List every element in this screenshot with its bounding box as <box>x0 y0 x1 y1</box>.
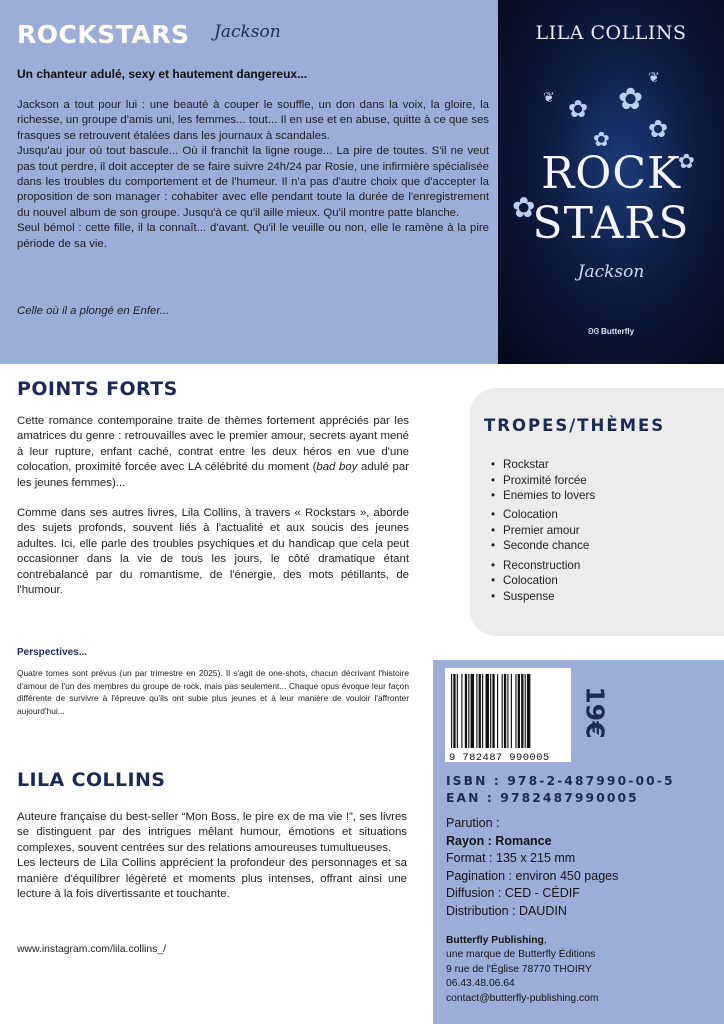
author-paragraph: Auteure française du best-seller “Mon Boss, le pire ex de ma vie !”, ses livres se distinguent par des intrigues mêlant humour, émotions et situations complexes, souvent centrées sur des relations amoureuses tumultueuses. <box>17 811 407 854</box>
publisher-name: Butterfly Publishing <box>446 935 544 946</box>
list-item: • Colocation <box>503 573 595 589</box>
publisher-contact: Butterfly Publishing, une marque de Butterfly Éditions 9 rue de l'Église 78770 THOIRY 06.43.48.06.64 contact@butterfly-publishing.com <box>446 934 598 1006</box>
list-item: • Rockstar <box>503 457 595 473</box>
isbn: ISBN : 978-2-487990-00-5 <box>446 774 675 788</box>
cover-title-line: ROCK <box>541 148 681 199</box>
barcode-bar <box>461 674 462 748</box>
list-item: • Reconstruction <box>503 558 595 574</box>
isbn-block <box>446 773 675 807</box>
tropes-card <box>470 388 724 636</box>
spec-distribution: Distribution : DAUDIN <box>446 903 567 918</box>
instagram-link[interactable]: www.instagram.com/lila.collins_/ <box>17 944 166 955</box>
points-forts-paragraph: Cette romance contemporaine traite de thèmes fortement appréciés par les amatrices du genre : retrouvailles avec le premier amour, secrets ayant mené à leur rupture, enfant caché, contrat entre les deux héros en vue d'une colocation, proximité forcée avec LA célébrité du moment (bad boy adulé par les jeunes femmes)... <box>17 415 409 489</box>
spec-rayon: Rayon : Romance <box>446 833 552 848</box>
barcode-bar <box>482 674 483 748</box>
summary-paragraph: Seul bémol : cette fille, il la connaît... d'avant. Qu'il le veuille ou non, elle le ramène à la pire période de sa vie. <box>17 222 489 250</box>
barcode-bar <box>525 674 526 748</box>
author-paragraph: Les lecteurs de Lila Collins apprécient la profondeur des personnages et sa manière d'équilibrer légèreté et moments plus intenses, offrant ainsi une lecture à la fois divertissante et touchante. <box>17 857 407 901</box>
book-specs <box>446 815 618 921</box>
flower-icon: ✿ <box>512 192 536 223</box>
barcode-bars <box>445 668 571 762</box>
spec-parution: Parution : <box>446 816 500 830</box>
barcode-bar <box>465 674 467 748</box>
section-title-points-forts: POINTS FORTS <box>17 378 178 400</box>
spec-format: Format : 135 x 215 mm <box>446 851 576 866</box>
summary-paragraph: Jackson a tout pour lui : une beauté à couper le souffle, un don dans la voix, la gloire, la richesse, un groupe d'amis uni, les femmes... tout... Il en use et en abuse, quitte à ce que ses frasques se retrouvent étalées dans les journaux à scandales. <box>17 99 489 142</box>
price: 19€ <box>580 686 610 739</box>
butterfly-icon: ʚɞ <box>587 325 600 337</box>
barcode-bar <box>492 674 494 748</box>
cover-subtitle: Jackson <box>577 262 645 282</box>
list-item: • Seconde chance <box>503 538 595 554</box>
tropes-title: TROPES/THÈMES <box>484 416 666 435</box>
barcode-bar <box>486 674 489 748</box>
book-title: ROCKSTARS <box>17 20 190 49</box>
barcode-bar <box>511 674 512 748</box>
barcode-bar <box>468 674 469 748</box>
summary <box>17 98 489 252</box>
spec-diffusion: Diffusion : CED - CÉDIF <box>446 886 580 901</box>
publisher-address: 9 rue de l'Église 78770 THOIRY <box>446 963 592 975</box>
tropes-list <box>503 457 595 604</box>
barcode-bar <box>497 674 498 748</box>
publisher-line: une marque de Butterfly Éditions <box>446 949 596 961</box>
cover-author: LILA COLLINS <box>535 22 687 44</box>
flower-icon: ✿ <box>678 151 695 173</box>
list-item: • Enemies to lovers <box>503 488 595 504</box>
barcode <box>445 668 571 762</box>
barcode-bar <box>518 674 520 748</box>
points-forts-text <box>17 414 409 598</box>
points-forts-paragraph: Comme dans ses autres livres, Lila Collins, à travers « Rockstars », aborde des sujets profonds, souvent liés à l'actualité et aux soucis des jeunes adultes. Ici, elle parle des troubles psychiques et du handicap que cela peut occasionner dans la vie de tous les jours, le côté dramatique étant contrebalancé par du romantisme, de l'énergie, des mots pétillants, de l'humour. <box>17 507 409 597</box>
barcode-digits: 9 782487 990005 <box>449 752 550 764</box>
cover-publisher-logo: ʚɞ Butterfly <box>587 325 635 337</box>
spec-pagination: Pagination : environ 450 pages <box>446 868 619 883</box>
list-item: • Colocation <box>503 507 595 523</box>
barcode-bar <box>515 674 516 748</box>
section-title-author: LILA COLLINS <box>17 769 166 791</box>
flower-icon: ✿ <box>648 116 669 143</box>
list-item: • Suspense <box>503 589 595 605</box>
list-item: • Premier amour <box>503 523 595 539</box>
petal-icon: ❦ <box>543 89 555 105</box>
barcode-bar <box>479 674 481 748</box>
perspectives-text: Quatre tomes sont prévus (un par trimestre en 2025). Il s'agit de one-shots, chacun décrivant l'histoire d'amour de l'un des membres du groupe de rock, mais pas seulement... Chaque opus évoque leur façon différente de survivre à l'épreuve qu'ils ont subie plus jeunes et à leur manière de vouloir l'affronter aujourd'hui... <box>17 668 409 716</box>
cover-title-line: STARS <box>532 198 690 249</box>
barcode-bar <box>504 674 506 748</box>
barcode-bar <box>453 674 455 748</box>
closing-line: Celle où il a plongé en Enfer... <box>17 305 170 317</box>
tagline: Un chanteur adulé, sexy et hautement dangereux... <box>17 67 308 81</box>
publisher-email[interactable]: contact@butterfly-publishing.com <box>446 992 599 1004</box>
summary-paragraph: Jusqu'au jour où tout bascule... Où il franchit la ligne rouge... La pire de toutes. S'il ne veut pas tout perdre, il doit accepter de se faire suivre 24h/24 par Rosie, une infirmière spécialisée dans les troubles du comportement et de l'humeur. Il n'a pas d'autre choix que d'accepter la proposition de son manager : cohabiter avec elle pendant toute la durée de l'enregistrement du nouvel album de son groupe. Jusqu'à ce qu'il aille mieux. Qu'il montre patte blanche. <box>17 145 489 219</box>
barcode-bar <box>471 674 474 748</box>
author-bio <box>17 810 407 902</box>
flower-icon: ✿ <box>593 129 610 151</box>
ean: EAN : 9782487990005 <box>446 791 639 805</box>
barcode-bar <box>502 674 503 748</box>
flower-icon: ✿ <box>568 96 589 123</box>
barcode-bar <box>490 674 491 748</box>
barcode-bar <box>527 674 530 748</box>
barcode-bar <box>451 674 452 748</box>
perspectives-title: Perspectives... <box>17 647 88 658</box>
flower-icon: ✿ <box>618 83 644 116</box>
book-subtitle: Jackson <box>214 22 281 42</box>
info-panel <box>433 660 724 1024</box>
list-item: • Proximité forcée <box>503 473 595 489</box>
barcode-bar <box>521 674 523 748</box>
book-cover <box>498 0 724 364</box>
publisher-phone: 06.43.48.06.64 <box>446 978 515 990</box>
petal-icon: ❦ <box>648 69 660 85</box>
barcode-bar <box>476 674 477 748</box>
barcode-bar <box>507 674 508 748</box>
barcode-bar <box>457 674 458 748</box>
